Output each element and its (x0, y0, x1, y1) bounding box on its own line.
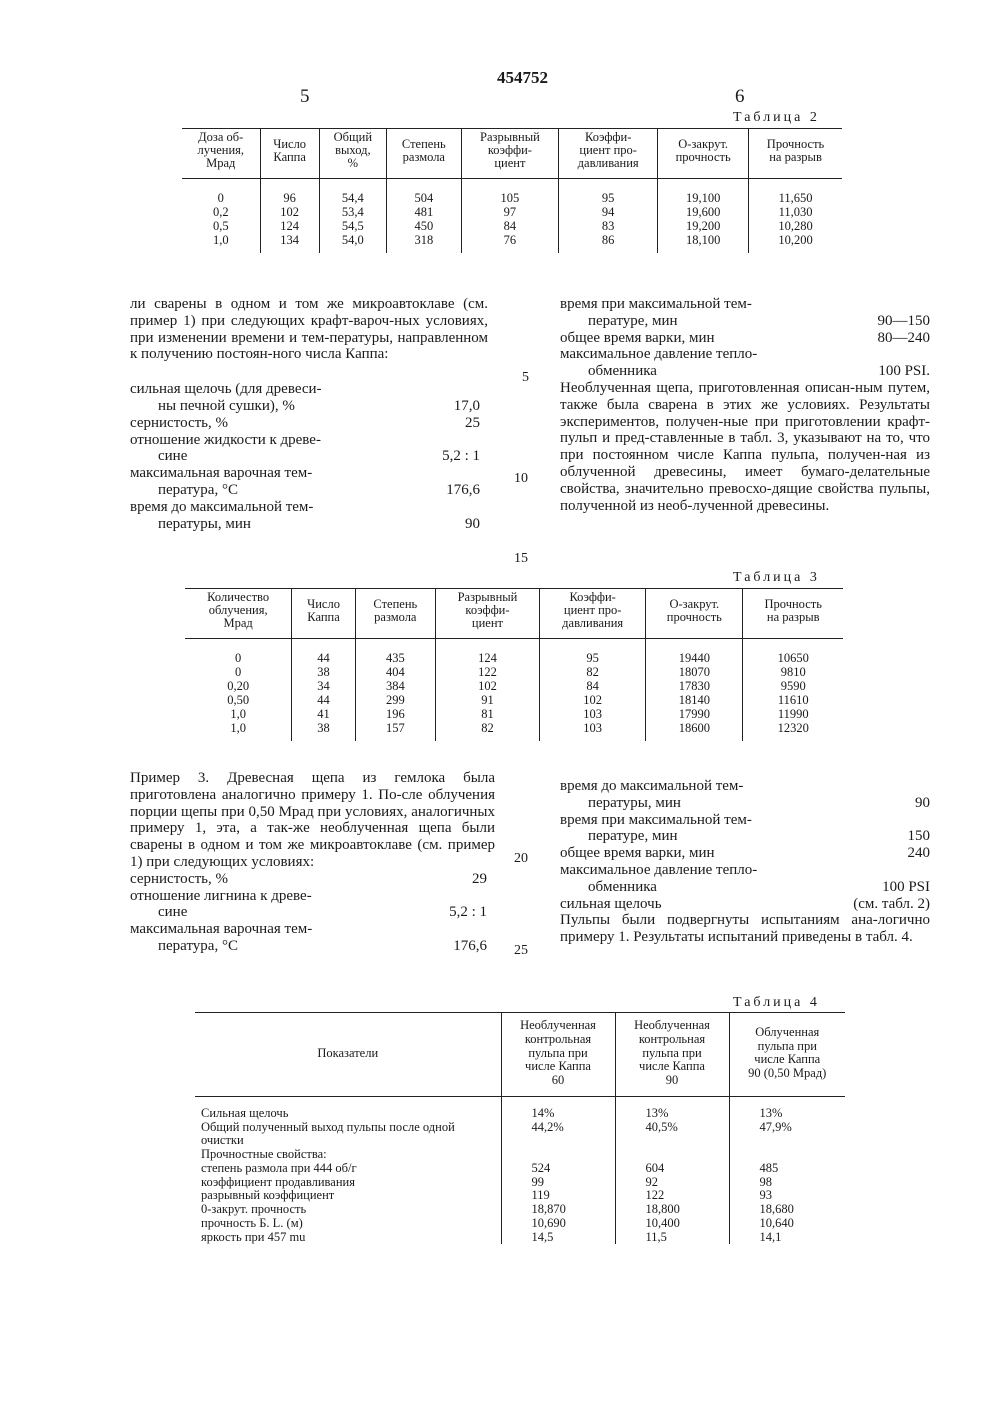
table4-cell: 47,9% (729, 1121, 845, 1149)
table4-row (195, 1176, 845, 1190)
param-row-cont (560, 828, 930, 845)
param-label-cont: пература, °С (158, 937, 238, 954)
param-label-cont: ны печной сушки), % (158, 397, 295, 414)
param-row-cont (130, 938, 495, 955)
param-label-cont: обменника (588, 878, 657, 895)
table4-row (195, 1096, 845, 1120)
table4-cell: 40,5% (615, 1121, 729, 1149)
table4-row (195, 1189, 845, 1203)
param-label: общее время варки, мин (560, 329, 715, 346)
table3-row (185, 693, 843, 707)
table4-cell: 14% (501, 1096, 615, 1120)
table2-cell: 19,600 (658, 205, 749, 219)
table3-cell: 19440 (646, 639, 743, 666)
table3-cell: 82 (540, 665, 646, 679)
table2-header-7: Прочность на разрыв (749, 129, 842, 179)
param-label: отношение жидкости к древе- (130, 431, 321, 448)
table2-cell: 134 (260, 233, 319, 253)
section1-intro: ли сварены в одном и том же микроавтоклаве (см. пример 1) при следующих крафт-вароч-ных условиях, при изменении времени и тем-пературы, направленном к получению постоян-ного числа Каппа: (130, 296, 488, 363)
table4-cell: 18,800 (615, 1203, 729, 1217)
table3-cell: 44 (292, 693, 355, 707)
table2-cell: 19,200 (658, 219, 749, 233)
table3-header-2: Степень размола (355, 589, 435, 639)
param-row-cont (560, 879, 930, 896)
section1-right-column (560, 296, 930, 514)
table2-cell: 504 (386, 179, 461, 206)
param-label: сернистость, % (130, 870, 228, 887)
param-row (130, 921, 495, 938)
param-row (130, 499, 488, 516)
table4-cell: 122 (615, 1189, 729, 1203)
param-row (130, 465, 488, 482)
table3-cell: 81 (435, 707, 539, 721)
table4-cell: 13% (729, 1096, 845, 1120)
page-number-left: 5 (300, 86, 310, 107)
table2-cell: 105 (461, 179, 558, 206)
table3-cell: 17990 (646, 707, 743, 721)
table4-cell: 18,680 (729, 1203, 845, 1217)
table2-cell: 124 (260, 219, 319, 233)
param-value: 90 (465, 515, 480, 532)
param-label: максимальная варочная тем- (130, 465, 313, 482)
table4-cell: 44,2% (501, 1121, 615, 1149)
param-label: время до максимальной тем- (560, 778, 744, 794)
section1-right-paragraph: Необлученная щепа, приготовленная описан-ным путем, также была сварена в этих же условиях. Результаты экспериментов, получен-ные при приготовлении крафт-пульп и пред-ставленные в табл. 3, указывают на то, что при постоянном числе Каппа пульпа, получен-ная из облученной древесины, имеет бумаго-делательные свойства, значительно превосхо-дящие свойства пульпы, полученной из необ-лученной древесины. (560, 379, 930, 514)
table2-cell: 54,5 (319, 219, 386, 233)
table2-cell: 19,100 (658, 179, 749, 206)
param-row-cont (560, 313, 930, 330)
table3 (185, 588, 843, 741)
section2-intro: Пример 3. Древесная щепа из гемлока была приготовлена аналогично примеру 1. По-сле облучения порции щепы при 0,50 Мрад при условиях, аналогичных примеру 1, эта, а так-же необлученная щепа были сварены в одном и том же микроавтоклаве (см. пример 1) при следующих условиях: (130, 770, 495, 870)
table3-cell: 102 (435, 679, 539, 693)
table3-row (185, 679, 843, 693)
table2-cell: 94 (559, 205, 658, 219)
table2-cell: 0,5 (212, 218, 229, 233)
param-row-cont (130, 448, 488, 465)
param-row (130, 888, 495, 905)
table4-header-1: Необлученная контрольная пульпа при числе Каппа 60 (501, 1013, 615, 1097)
param-label: максимальная варочная тем- (130, 921, 313, 938)
table2-cell: 18,100 (658, 233, 749, 253)
table3-cell: 299 (355, 693, 435, 707)
table2-row (182, 219, 842, 233)
param-label: сернистость, % (130, 414, 228, 431)
table3-cell: 18600 (646, 721, 743, 741)
table3-cell: 44 (292, 639, 355, 666)
table3-header-1: Число Каппа (292, 589, 355, 639)
table3-cell: 103 (540, 707, 646, 721)
param-row (130, 415, 488, 432)
table2-row (182, 233, 842, 253)
table2-cell: 10,280 (749, 219, 842, 233)
section2-left-column (130, 770, 495, 955)
param-value: 29 (472, 870, 487, 887)
table3-header-5: О-закрут. прочность (646, 589, 743, 639)
table4-cell: 13% (615, 1096, 729, 1120)
table4-cell: 524 (501, 1162, 615, 1176)
table2-row (182, 179, 842, 206)
table2-header-1: Число Каппа (260, 129, 319, 179)
table2-cell: 450 (386, 219, 461, 233)
table3-cell: 122 (435, 665, 539, 679)
table3-cell: 38 (292, 665, 355, 679)
param-value: 100 PSI (882, 878, 930, 895)
param-label-cont: сине (158, 448, 188, 465)
table4-row (195, 1121, 845, 1149)
param-value: 90 (915, 794, 930, 811)
table3-cell: 0,20 (227, 678, 250, 693)
table4-cell: 14,1 (729, 1231, 845, 1245)
table3-caption: Таблица 3 (733, 570, 820, 585)
table2-cell: 96 (260, 179, 319, 206)
table3-cell: 82 (435, 721, 539, 741)
param-value: 17,0 (453, 397, 480, 414)
param-label: максимальное давление тепло- (560, 346, 758, 363)
table4-row (195, 1162, 845, 1176)
table3-cell: 404 (355, 665, 435, 679)
param-label: время при максимальной тем- (560, 296, 752, 312)
table4-cell: 485 (729, 1162, 845, 1176)
table2-cell: 102 (260, 205, 319, 219)
table2-cell: 10,200 (749, 233, 842, 253)
table2-header-5: Коэффи- циент про- давливания (559, 129, 658, 179)
param-label-cont: обменника (588, 363, 657, 380)
table3-cell: 0,50 (227, 692, 250, 707)
table3-cell: 384 (355, 679, 435, 693)
param-label-cont: пературе, мин (588, 828, 678, 845)
table4-row-label: Общий полученный выход пульпы после одной очистки (201, 1119, 455, 1148)
table4-caption: Таблица 4 (733, 995, 820, 1010)
param-row (560, 296, 930, 313)
table3-cell: 102 (540, 693, 646, 707)
table2-cell: 53,4 (319, 205, 386, 219)
table2-caption: Таблица 2 (733, 110, 820, 125)
table3-header-6: Прочность на разрыв (743, 589, 843, 639)
table3-cell: 9810 (743, 665, 843, 679)
param-value: 5,2 : 1 (449, 904, 487, 921)
table3-cell: 0 (235, 650, 242, 665)
param-row (560, 330, 930, 347)
table4-row-label: Прочностные свойства: (201, 1147, 327, 1161)
table3-cell: 18070 (646, 665, 743, 679)
table2-header-2: Общий выход, % (319, 129, 386, 179)
table4-row-label: разрывный коэффициент (201, 1188, 335, 1203)
param-row-cont (130, 398, 488, 415)
table4-header-3: Облученная пульпа при числе Каппа 90 (0,50 Мрад) (729, 1013, 845, 1097)
table2 (182, 128, 842, 253)
table4-header-2: Необлученная контрольная пульпа при числе Каппа 90 (615, 1013, 729, 1097)
table2-header-0: Доза об- лучения, Мрад (197, 130, 245, 171)
param-value: (см. табл. 2) (853, 895, 930, 912)
table2-row (182, 205, 842, 219)
table2-cell: 76 (461, 233, 558, 253)
param-row-cont (130, 516, 488, 533)
table3-cell: 435 (355, 639, 435, 666)
param-row (560, 845, 930, 862)
param-row (130, 432, 488, 449)
section2-right-paragraph: Пульпы были подвергнуты испытаниям ана-логично примеру 1. Результаты испытаний приведены в табл. 4. (560, 912, 930, 946)
param-label: время до максимальной тем- (130, 498, 314, 515)
table2-header-6: О-закрут. прочность (658, 129, 749, 179)
param-value: 5,2 : 1 (442, 448, 480, 465)
table3-cell: 38 (292, 721, 355, 741)
table3-cell: 1,0 (230, 720, 246, 735)
param-value: 25 (465, 414, 480, 431)
table2-cell: 318 (386, 233, 461, 253)
table2-header-4: Разрывный коэффи- циент (461, 129, 558, 179)
param-value: 240 (907, 845, 930, 862)
table3-cell: 1,0 (230, 706, 246, 721)
param-label: время при максимальной тем- (560, 811, 752, 828)
table3-cell: 124 (435, 639, 539, 666)
table4-cell: 10,400 (615, 1217, 729, 1231)
table4-cell: 99 (501, 1176, 615, 1190)
table2-cell: 11,030 (749, 205, 842, 219)
table3-cell: 34 (292, 679, 355, 693)
table2-cell: 86 (559, 233, 658, 253)
table2-cell: 83 (559, 219, 658, 233)
param-row (560, 896, 930, 913)
table3-row (185, 639, 843, 666)
table4-row (195, 1148, 845, 1162)
param-label-cont: пература, °С (158, 481, 238, 498)
table3-cell: 12320 (743, 721, 843, 741)
table3-cell: 103 (540, 721, 646, 741)
line-number-10: 10 (514, 471, 528, 486)
param-label-cont: пературы, мин (588, 794, 681, 811)
table2-cell: 481 (386, 205, 461, 219)
param-row (560, 346, 930, 363)
table4-row-label: прочность Б. L. (м) (201, 1215, 303, 1230)
param-value: 80—240 (877, 329, 930, 346)
table2-cell: 97 (461, 205, 558, 219)
table4-cell: 93 (729, 1189, 845, 1203)
line-number-20: 20 (514, 851, 528, 866)
table3-cell: 196 (355, 707, 435, 721)
line-number-25: 25 (514, 943, 528, 958)
table3-header-4: Коэффи- циент про- давливания (540, 589, 646, 639)
table2-cell: 95 (559, 179, 658, 206)
param-label: сильная щелочь (560, 895, 662, 912)
table4-row-label: степень размола при 444 об/г (201, 1160, 357, 1175)
param-value: 90—150 (877, 312, 930, 329)
param-row (130, 871, 495, 888)
table2-cell: 54,4 (319, 179, 386, 206)
param-row-cont (560, 795, 930, 812)
table4-cell: 14,5 (501, 1231, 615, 1245)
table3-cell: 0 (235, 664, 242, 679)
param-row (130, 381, 488, 398)
table4-row-label: яркость при 457 mu (201, 1229, 306, 1244)
table4-cell (501, 1148, 615, 1162)
param-label: отношение лигнина к древе- (130, 887, 312, 904)
table3-row (185, 721, 843, 741)
param-row-cont (560, 363, 930, 380)
page-number-right: 6 (735, 86, 745, 107)
table4-cell: 18,870 (501, 1203, 615, 1217)
table3-cell: 17830 (646, 679, 743, 693)
table4-row-label: коэффициент продавливания (201, 1174, 355, 1189)
table4-row-label: Сильная щелочь (201, 1105, 289, 1120)
table3-cell: 18140 (646, 693, 743, 707)
table3-row (185, 665, 843, 679)
param-value: 176,6 (446, 481, 480, 498)
table3-cell: 91 (435, 693, 539, 707)
table3-cell: 95 (540, 639, 646, 666)
param-label-cont: сине (158, 904, 188, 921)
param-label: общее время варки, мин (560, 845, 715, 862)
table3-row (185, 707, 843, 721)
param-row (560, 812, 930, 829)
table4-cell: 10,640 (729, 1217, 845, 1231)
table4 (195, 1012, 845, 1244)
table4-cell: 10,690 (501, 1217, 615, 1231)
param-value: 176,6 (453, 937, 487, 954)
table4-row (195, 1217, 845, 1231)
table4-cell: 98 (729, 1176, 845, 1190)
table2-cell: 0 (217, 190, 224, 205)
param-value: 100 PSI. (878, 363, 930, 380)
table3-cell: 41 (292, 707, 355, 721)
table4-cell (729, 1148, 845, 1162)
table4-row (195, 1231, 845, 1245)
param-row-cont (130, 904, 495, 921)
table3-cell: 10650 (743, 639, 843, 666)
table4-header-0: Показатели (317, 1045, 379, 1060)
table4-row-label: 0-закрут. прочность (201, 1202, 307, 1216)
table3-cell: 84 (540, 679, 646, 693)
table3-header-0: Количество облучения, Мрад (207, 590, 270, 631)
table3-header-3: Разрывный коэффи- циент (435, 589, 539, 639)
param-row-cont (130, 482, 488, 499)
table2-cell: 54,0 (319, 233, 386, 253)
table3-cell: 11990 (743, 707, 843, 721)
table4-cell (615, 1148, 729, 1162)
table4-cell: 11,5 (615, 1231, 729, 1245)
table4-cell: 119 (501, 1189, 615, 1203)
table3-cell: 157 (355, 721, 435, 741)
table2-header-3: Степень размола (386, 129, 461, 179)
param-row (560, 862, 930, 879)
param-label-cont: пературе, мин (588, 312, 678, 329)
table2-cell: 84 (461, 219, 558, 233)
table2-cell: 0,2 (212, 204, 229, 219)
param-label: максимальное давление тепло- (560, 861, 758, 878)
section2-right-column (560, 778, 930, 946)
table3-cell: 9590 (743, 679, 843, 693)
param-label: сильная щелочь (для древеси- (130, 381, 322, 398)
param-label-cont: пературы, мин (158, 515, 251, 532)
section1-left-column (130, 296, 488, 532)
param-value: 150 (907, 828, 930, 845)
patent-number: 454752 (497, 68, 548, 87)
table3-cell: 11610 (743, 693, 843, 707)
param-row (560, 778, 930, 795)
table4-row (195, 1203, 845, 1217)
table4-cell: 92 (615, 1176, 729, 1190)
table2-cell: 11,650 (749, 179, 842, 206)
table2-cell: 1,0 (212, 232, 229, 247)
line-number-5: 5 (522, 370, 529, 385)
line-number-15: 15 (514, 551, 528, 566)
table4-cell: 604 (615, 1162, 729, 1176)
